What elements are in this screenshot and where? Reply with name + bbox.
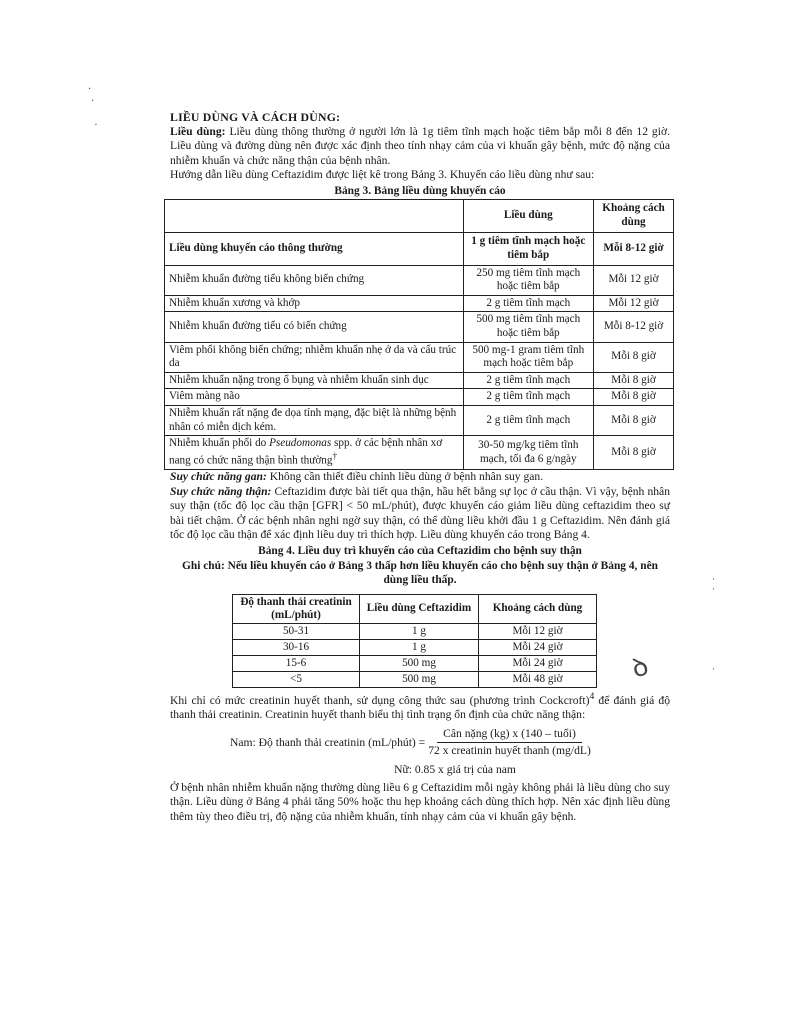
table-cell: 50-31 — [233, 623, 360, 639]
table3-caption: Bảng 3. Bảng liều dùng khuyến cáo — [334, 184, 506, 197]
table-cell: 1 g tiêm tĩnh mạch hoặc tiêm bắp — [463, 232, 594, 265]
table-cell: 500 mg — [360, 655, 479, 671]
table-cell: Mỗi 48 giờ — [479, 671, 597, 687]
liver-paragraph — [170, 470, 670, 485]
table-row — [165, 342, 674, 372]
table-cell: Viêm phổi không biến chứng; nhiễm khuẩn nhẹ ở da và cấu trúc da — [165, 342, 464, 372]
kidney-paragraph — [170, 485, 670, 543]
table-cell: 2 g tiêm tĩnh mạch — [463, 372, 594, 389]
table3-header-row — [165, 199, 674, 232]
table4 — [232, 594, 597, 688]
table-cell: 2 g tiêm tĩnh mạch — [463, 295, 594, 312]
table-row — [165, 265, 674, 295]
table-row — [165, 389, 674, 406]
dosage-label: Liều dùng: — [170, 124, 226, 138]
table-cell: Mỗi 12 giờ — [594, 295, 674, 312]
table4-header-cell: Khoảng cách dùng — [479, 594, 597, 623]
table-cell: 15-6 — [233, 655, 360, 671]
table-cell: 500 mg — [360, 671, 479, 687]
final-paragraph: Ở bệnh nhân nhiễm khuẩn nặng thường dùng liều 6 g Ceftazidim mỗi ngày không phải là liều dùng cho suy thận. Liều dùng ở Bảng 4 phải tăng 50% hoặc thu hẹp khoảng cách dùng thích hợp. Nên xác định liều dùng thêm tùy theo điều trị, độ nặng của nhiễm khuẩn, tính nhạy cảm của vi khuẩn gây bệnh. — [170, 780, 670, 823]
table4-header-row — [233, 594, 597, 623]
table-row — [233, 639, 597, 655]
pseudomonas-post: spp. ở các bệnh nhân xơ nang có chức năng thận bình thường — [169, 437, 443, 467]
table3-header-cell — [165, 199, 464, 232]
table-row — [165, 436, 674, 470]
dosage-text: Liều dùng thông thường ở người lớn là 1g tiêm tĩnh mạch hoặc tiêm bắp mỗi 8 đến 12 giờ. Liều dùng và đường dùng nên được xác định theo tính nhạy cảm của vi khuẩn gây bệnh, mức độ nặng của nhiễm khuẩn và chức năng thận của bệnh nhân. — [170, 124, 670, 167]
creatinine-text2: để đánh giá độ thanh thải creatinin. Creatinin huyết thanh biểu thị tình trạng ổn định của chức năng thận: — [170, 693, 670, 722]
table-row — [165, 312, 674, 342]
table-row — [233, 655, 597, 671]
table-cell: Nhiễm khuẩn rất nặng đe dọa tính mạng, đặc biệt là những bệnh nhân có miễn dịch kém. — [165, 405, 464, 435]
table-cell: Mỗi 8-12 giờ — [594, 312, 674, 342]
table-cell: 2 g tiêm tĩnh mạch — [463, 405, 594, 435]
table3 — [164, 199, 674, 470]
table-cell: Nhiễm khuẩn đường tiểu có biến chứng — [165, 312, 464, 342]
liver-label: Suy chức năng gan: — [170, 470, 267, 484]
table-cell: Mỗi 8-12 giờ — [594, 232, 674, 265]
creatinine-text: Khi chỉ có mức creatinin huyết thanh, sử dụng công thức sau (phương trình Cockcroft) — [170, 693, 590, 707]
table-cell: Mỗi 8 giờ — [594, 389, 674, 406]
table-cell: Mỗi 8 giờ — [594, 405, 674, 435]
table-cell: 30-16 — [233, 639, 360, 655]
table-cell: Liều dùng khuyến cáo thông thường — [165, 232, 464, 265]
creatinine-paragraph — [170, 690, 670, 723]
table3-header-cell: Liều dùng — [463, 199, 594, 232]
table-row — [165, 372, 674, 389]
table-cell: Nhiễm khuẩn nặng trong ổ bụng và nhiễm khuẩn sinh dục — [165, 372, 464, 389]
table3-header-cell: Khoảng cách dùng — [594, 199, 674, 232]
dosage-paragraph — [170, 125, 670, 169]
table-cell: Mỗi 8 giờ — [594, 436, 674, 470]
formula-lhs: Nam: Độ thanh thải creatinin (mL/phút) = — [230, 735, 426, 749]
pseudomonas-italic: Pseudomonas — [269, 437, 332, 450]
table-cell: 1 g — [360, 623, 479, 639]
table-row — [233, 671, 597, 687]
table-row — [165, 405, 674, 435]
formula-denominator: 72 x creatinin huyết thanh (mg/dL) — [428, 744, 591, 758]
table-cell: Mỗi 12 giờ — [479, 623, 597, 639]
table-cell: Mỗi 24 giờ — [479, 655, 597, 671]
table-cell — [165, 436, 464, 470]
table4-caption: Bảng 4. Liều duy trì khuyến cáo của Ceftazidim cho bệnh suy thận — [258, 544, 582, 557]
table-cell: 30-50 mg/kg tiêm tĩnh mạch, tối đa 6 g/ngày — [463, 436, 594, 470]
formula-female: Nữ: 0.85 x giá trị của nam — [394, 763, 516, 776]
table-cell: Mỗi 8 giờ — [594, 372, 674, 389]
citation-mark: 4 — [589, 690, 595, 702]
table-cell: Mỗi 12 giờ — [594, 265, 674, 295]
margin-tick-marks: · · · — [712, 575, 715, 675]
table-row — [165, 232, 674, 265]
table-cell: Mỗi 8 giờ — [594, 342, 674, 372]
table-cell: 250 mg tiêm tĩnh mạch hoặc tiêm bắp — [463, 265, 594, 295]
pseudomonas-pre: Nhiễm khuẩn phổi do — [169, 437, 270, 450]
table-cell: Mỗi 24 giờ — [479, 639, 597, 655]
table4-note: Ghi chú: Nếu liều khuyến cáo ở Bảng 3 thấp hơn liều khuyến cáo cho bệnh suy thận ở Bảng 4, nên dùng liều thấp. — [182, 559, 658, 587]
kidney-text: Ceftazidim được bài tiết qua thận, hầu hết bằng sự lọc ở cầu thận. Vì vậy, bệnh nhân suy thận (tốc độ lọc cầu thận [GFR] < 50 mL/phút), được khuyến cáo giảm liều dùng ceftazidim theo sự bài tiết chậm. Ở các bệnh nhân nghi ngờ suy thận, có thể dùng liều khởi đầu 1 g Ceftazidim. Nên đánh giá tốc độ lọc cầu thận để xác định liều duy trì thích hợp. Liều dùng khuyến cáo trong Bảng 4. — [170, 484, 670, 542]
table-cell: 1 g — [360, 639, 479, 655]
document-page — [170, 110, 670, 824]
section-heading: LIỀU DÙNG VÀ CÁCH DÙNG: — [170, 110, 341, 124]
table-cell: Nhiễm khuẩn đường tiểu không biến chứng — [165, 265, 464, 295]
formula-fraction — [428, 727, 591, 759]
table4-header-cell: Độ thanh thải creatinin (mL/phút) — [233, 594, 360, 623]
table4-header-cell: Liều dùng Ceftazidim — [360, 594, 479, 623]
cockcroft-formula — [230, 727, 670, 759]
table-row — [165, 295, 674, 312]
table-row — [233, 623, 597, 639]
kidney-label: Suy chức năng thận: — [170, 484, 272, 498]
dosage-guide: Hướng dẫn liều dùng Ceftazidim được liệt kê trong Bảng 3. Khuyến cáo liều dùng như sau: — [170, 168, 595, 182]
footnote-mark: † — [332, 451, 338, 462]
formula-numerator: Cân nặng (kg) x (140 – tuổi) — [437, 727, 582, 744]
table-cell: 500 mg-1 gram tiêm tĩnh mạch hoặc tiêm bắp — [463, 342, 594, 372]
table-cell: 500 mg tiêm tĩnh mạch hoặc tiêm bắp — [463, 312, 594, 342]
table-cell: Nhiễm khuẩn xương và khớp — [165, 295, 464, 312]
table-cell: Viêm màng não — [165, 389, 464, 406]
liver-text: Không cần thiết điều chỉnh liều dùng ở bệnh nhân suy gan. — [266, 470, 544, 484]
table-cell: 2 g tiêm tĩnh mạch — [463, 389, 594, 406]
margin-marks: · · · — [88, 84, 98, 131]
handwritten-initial: ꝺ — [628, 651, 652, 685]
table-cell: <5 — [233, 671, 360, 687]
